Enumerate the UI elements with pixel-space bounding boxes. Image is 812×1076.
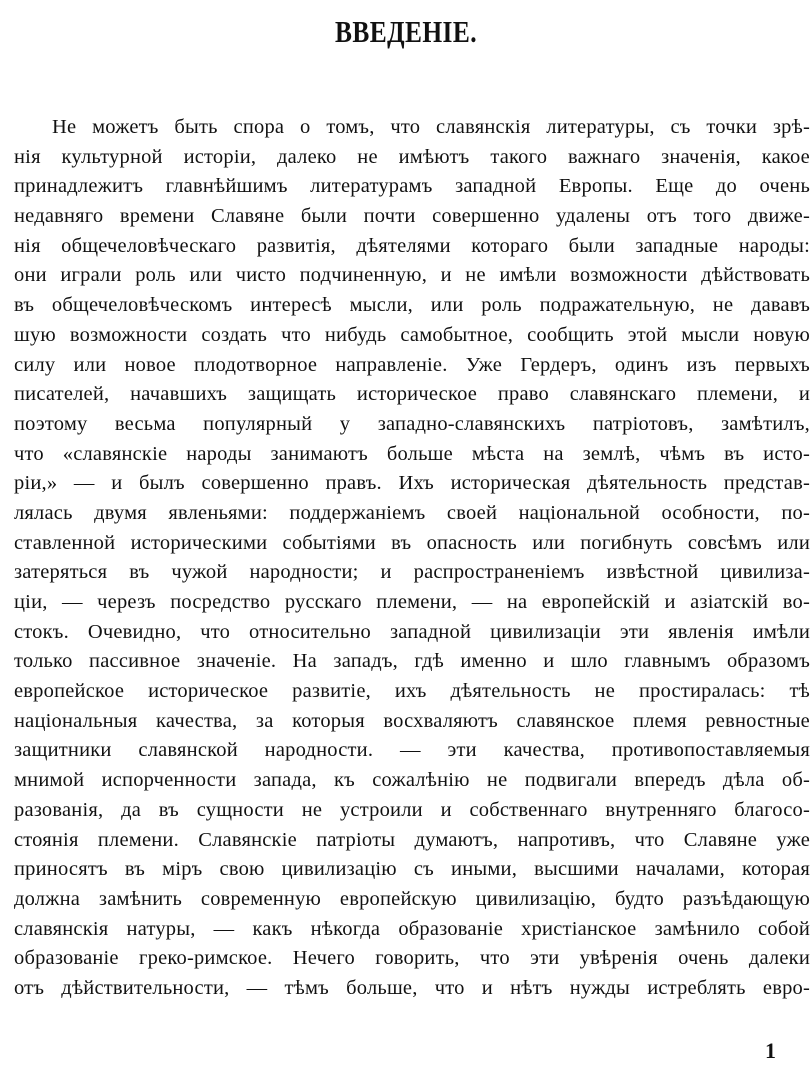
- text-line: недавняго времени Славяне были почти совершенно удалены отъ того движе-: [14, 205, 810, 228]
- text-line: стокъ. Очевидно, что относительно западной цивилизаціи эти явленія имѣли: [14, 620, 810, 643]
- text-line: писателей, начавшихъ защищать историческое право славянскаго племени, и: [14, 383, 810, 406]
- text-line: шую возможности создать что нибудь самобытное, сообщить этой мысли новую: [14, 323, 810, 346]
- text-line: европейское историческое развитіе, ихъ дѣятельность не простиралась: тѣ: [14, 680, 810, 703]
- text-line: только пассивное значеніе. На западъ, гдѣ именно и шло главнымъ образомъ: [14, 650, 810, 673]
- text-line: стоянія племени. Славянскіе патріоты думаютъ, напротивъ, что Славяне уже: [14, 828, 810, 851]
- text-line: Не можетъ быть спора о томъ, что славянскія литературы, съ точки зрѣ-: [52, 116, 810, 138]
- text-line: ставленной историческими событіями въ опасность или погибнуть совсѣмъ или: [14, 531, 810, 554]
- text-line: лялась двумя явленьями: поддержаніемъ своей національной особности, по-: [14, 501, 810, 524]
- text-line: ріи,» — и былъ совершенно правъ. Ихъ историческая дѣятельность представ-: [14, 472, 810, 495]
- text-line: отъ дѣйствительности, — тѣмъ больше, что и нѣтъ нужды истреблять евро-: [14, 976, 810, 999]
- page-number: 1: [765, 1038, 776, 1063]
- text-line: защитники славянской народности. — эти качества, противопоставляемыя: [14, 739, 810, 762]
- text-line: славянскія натуры, — какъ нѣкогда образованіе христіанское замѣнило собой: [14, 917, 810, 940]
- text-line: силу или новое плодотворное направленіе. Уже Гердеръ, одинъ изъ первыхъ: [14, 353, 810, 376]
- text-line: національныя качества, за которыя восхваляютъ славянское племя ревностные: [14, 709, 810, 732]
- text-line: мнимой испорченности запада, къ сожалѣнію не подвигали впередъ дѣла об-: [14, 769, 810, 792]
- text-line: нія общечеловѣческаго развитія, дѣятелями котораго были западные народы:: [14, 234, 810, 257]
- text-line: нія культурной исторіи, далеко не имѣютъ такого важнаго значенія, какое: [14, 145, 810, 168]
- text-line: ціи, — черезъ посредство русскаго племени, — на европейскій и азіатскій во-: [14, 591, 810, 613]
- text-line: разованія, да въ сущности не устроили и собственнаго внутренняго благосо-: [14, 798, 810, 821]
- text-line: поэтому весьма популярный у западно-славянскихъ патріотовъ, замѣтилъ,: [14, 412, 810, 435]
- text-line: должна замѣнить современную европейскую цивилизацію, будто разъѣдающую: [14, 887, 810, 910]
- body-text: [14, 113, 810, 1004]
- text-line: что «славянскіе народы занимаютъ больше мѣста на землѣ, чѣмъ въ исто-: [14, 442, 810, 465]
- text-line: затеряться въ чужой народности; и распространеніемъ извѣстной цивилиза-: [14, 561, 810, 584]
- text-line: приносятъ въ міръ свою цивилизацію съ иными, высшими началами, которая: [14, 858, 810, 881]
- chapter-title: ВВЕДЕНІЕ.: [335, 14, 477, 49]
- text-line: принадлежитъ главнѣйшимъ литературамъ западной Европы. Еще до очень: [14, 175, 810, 198]
- text-line: въ общечеловѣческомъ интересѣ мысли, или роль подражательную, не дававъ: [14, 294, 810, 317]
- text-line: они играли роль или чисто подчиненную, и не имѣли возможности дѣйствовать: [14, 264, 810, 287]
- text-line: образованіе греко-римское. Нечего говорить, что эти увѣренія очень далеки: [14, 947, 810, 970]
